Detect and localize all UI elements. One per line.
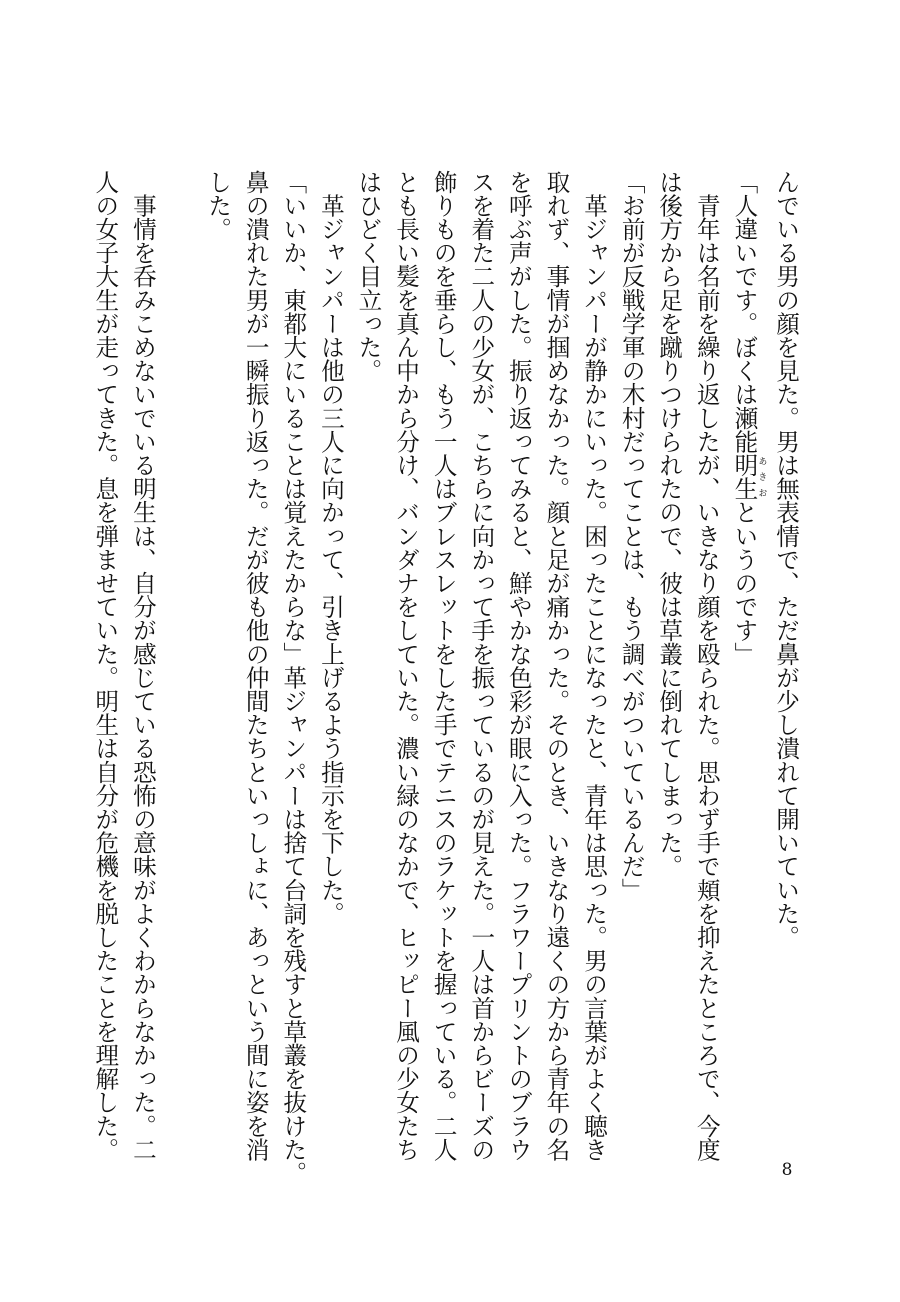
page-number: 8 [781,1160,793,1180]
text-line: とも長い髪を真ん中から分け、バンダナをしていた。濃い緑のなかで、ヒッピー風の少女たち [392,170,421,1162]
ruby-annotation [730,453,767,501]
text-line: 鼻の潰れた男が一瞬振り返った。だが彼も他の仲間たちといっしょに、あっという間に姿を消 [241,170,270,1162]
text-segment: 「人違いです。ぼくは瀬能 [730,170,759,454]
text-line: した。 [204,170,233,241]
text-segment: というのです」 [730,500,759,666]
text-line: 青年は名前を繰り返したが、いきなり顔を殴られた。思わず手で頬を抑えたところで、今度 [692,170,721,1162]
vertical-text-block [86,170,804,1185]
text-line: はひどく目立った。 [354,170,383,383]
text-line: 取れず、事情が掴めなかった。顔と足が痛かった。そのとき、いきなり遠くの方から青年の名 [542,170,571,1162]
text-line: 革ジャンパーが静かにいった。困ったことになったと、青年は思った。男の言葉がよく聴き [580,170,609,1162]
blank-line [161,170,199,1138]
ruby-reading: あきお [756,453,767,501]
text-line: 飾りものを垂らし、もう一人はブレスレットをした手でテニスのラケットを握っている。二人 [429,170,458,1162]
text-line: スを着た二人の少女が、こちらに向かって手を振っているのが見えた。一人は首からビーズの [467,170,496,1162]
text-line: 事情を呑みこめないでいる明生は、自分が感じている恐怖の意味がよくわからなかった。二 [128,170,157,1162]
text-line: 「お前が反戦学軍の木村だってことは、もう調べがついているんだ」 [617,170,646,902]
text-line [725,170,767,1138]
text-line: 人の女子大生が走ってきた。息を弾ませていた。明生は自分が危機を脱したことを理解した。 [91,170,120,1162]
text-line: を呼ぶ声がした。振り返ってみると、鮮やかな色彩が眼に入った。フラワープリントのブラウ [504,170,533,1162]
text-line: は後方から足を蹴りつけられたので、彼は草叢に倒れてしまった。 [655,170,684,878]
text-line: んでいる男の顔を見た。男は無表情で、ただ鼻が少し潰れて開いていた。 [772,170,800,949]
ruby-base: 明生 [730,453,759,501]
text-line: 「いいか、東都大にいることは覚えたからな」革ジャンパーは捨て台詞を残すと草叢を抜けた。 [279,170,308,1185]
text-line: 革ジャンパーは他の三人に向かって、引き上げるよう指示を下した。 [316,170,345,926]
